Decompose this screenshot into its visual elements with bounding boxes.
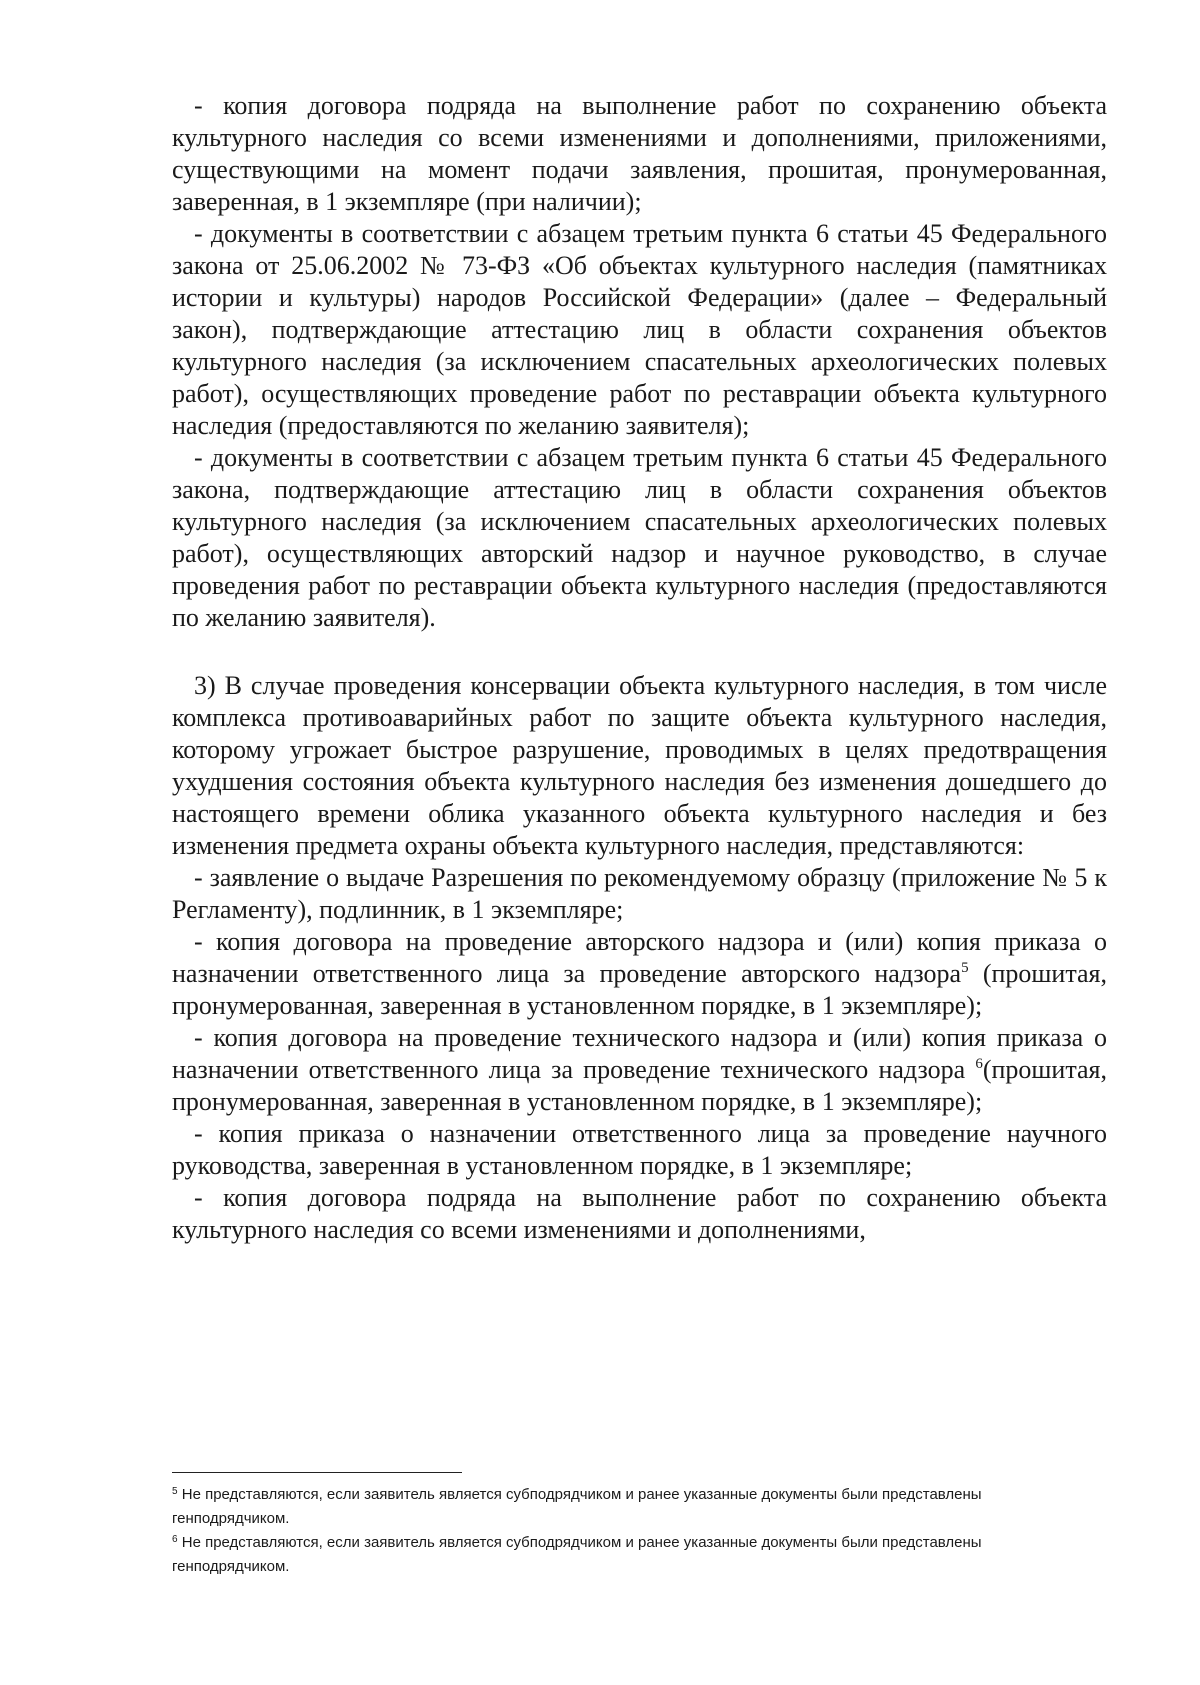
paragraph-text: - копия приказа о назначении ответственного лица за проведение научного руководства, заверенная в установленном порядке, в 1 экземпляре; bbox=[172, 1119, 1107, 1180]
footnotes bbox=[172, 1483, 1072, 1579]
footnote-5 bbox=[172, 1483, 1072, 1531]
paragraph-text-continued: (прошитая, пронумерованная, заверенная в установленном порядке, в 1 экземпляре); bbox=[172, 959, 1108, 1020]
footnote-mark: 6 bbox=[172, 1534, 178, 1545]
paragraph-text: - копия договора на проведение авторского надзора и (или) копия приказа о назначении ответственного лица за проведение авторского надзора bbox=[172, 927, 1107, 988]
paragraph-text: - заявление о выдаче Разрешения по рекомендуемому образцу (приложение № 5 к Регламенту), подлинник, в 1 экземпляре; bbox=[172, 863, 1107, 924]
footnote-ref: 5 bbox=[961, 960, 969, 976]
paragraph-text: - копия договора на проведение технического надзора и (или) копия приказа о назначении ответственного лица за проведение технического надзора bbox=[172, 1023, 1107, 1084]
paragraph-text-continued: (прошитая, пронумерованная, заверенная в установленном порядке, в 1 экземпляре); bbox=[172, 1055, 1107, 1116]
footnote-text: Не представляются, если заявитель является субподрядчиком и ранее указанные документы были представлены генподрядчиком. bbox=[172, 1486, 982, 1527]
paragraph-text: - копия договора подряда на выполнение работ по сохранению объекта культурного наследия со всеми изменениями и дополнениями, bbox=[172, 1183, 1107, 1244]
paragraph-text: 3) В случае проведения консервации объекта культурного наследия, в том числе комплекса противоаварийных работ по защите объекта культурного наследия, которому угрожает быстрое разрушение, проводимых в целях предотвращения ухудшения состояния объекта культурного наследия без изменения дошедшего до настоящего времени облика указанного объекта культурного наследия и без изменения предмета охраны объекта культурного наследия, представляются: bbox=[172, 671, 1107, 860]
paragraph-text: - документы в соответствии с абзацем третьим пункта 6 статьи 45 Федерального закона от 25.06.2002 № 73-ФЗ «Об объектах культурного наследия (памятниках истории и культуры) народов Российской Федерации» (далее – Федеральный закон), подтверждающие аттестацию лиц в области сохранения объектов культурного наследия (за исключением спасательных археологических полевых работ), осуществляющих проведение работ по реставрации объекта культурного наследия (предоставляются по желанию заявителя); bbox=[172, 219, 1107, 440]
paragraph-application bbox=[172, 862, 1107, 926]
paragraph-author-supervision bbox=[172, 926, 1107, 1022]
paragraph-contract-copy bbox=[172, 90, 1107, 218]
paragraph-technical-supervision bbox=[172, 1022, 1107, 1118]
footnote-mark: 5 bbox=[172, 1486, 178, 1497]
footnote-text: Не представляются, если заявитель является субподрядчиком и ранее указанные документы были представлены генподрядчиком. bbox=[172, 1534, 982, 1575]
paragraph-text: - документы в соответствии с абзацем третьим пункта 6 статьи 45 Федерального закона, подтверждающие аттестацию лиц в области сохранения объектов культурного наследия (за исключением спасательных археологических полевых работ), осуществляющих авторский надзор и научное руководство, в случае проведения работ по реставрации объекта культурного наследия (предоставляются по желанию заявителя). bbox=[172, 443, 1107, 632]
paragraph-scientific-guidance bbox=[172, 1118, 1107, 1182]
paragraph-attestation-restoration bbox=[172, 218, 1107, 442]
footnote-6 bbox=[172, 1531, 1072, 1579]
footnote-separator bbox=[172, 1472, 462, 1473]
document-body bbox=[172, 90, 1107, 1246]
footnote-ref: 6 bbox=[975, 1056, 983, 1072]
paragraph-conservation-case bbox=[172, 670, 1107, 862]
paragraph-text: - копия договора подряда на выполнение работ по сохранению объекта культурного наследия со всеми изменениями и дополнениями, приложениями, существующими на момент подачи заявления, прошитая, пронумерованная, заверенная, в 1 экземпляре (при наличии); bbox=[172, 91, 1107, 216]
paragraph-attestation-supervision bbox=[172, 442, 1107, 634]
paragraph-contract-copy-2 bbox=[172, 1182, 1107, 1246]
